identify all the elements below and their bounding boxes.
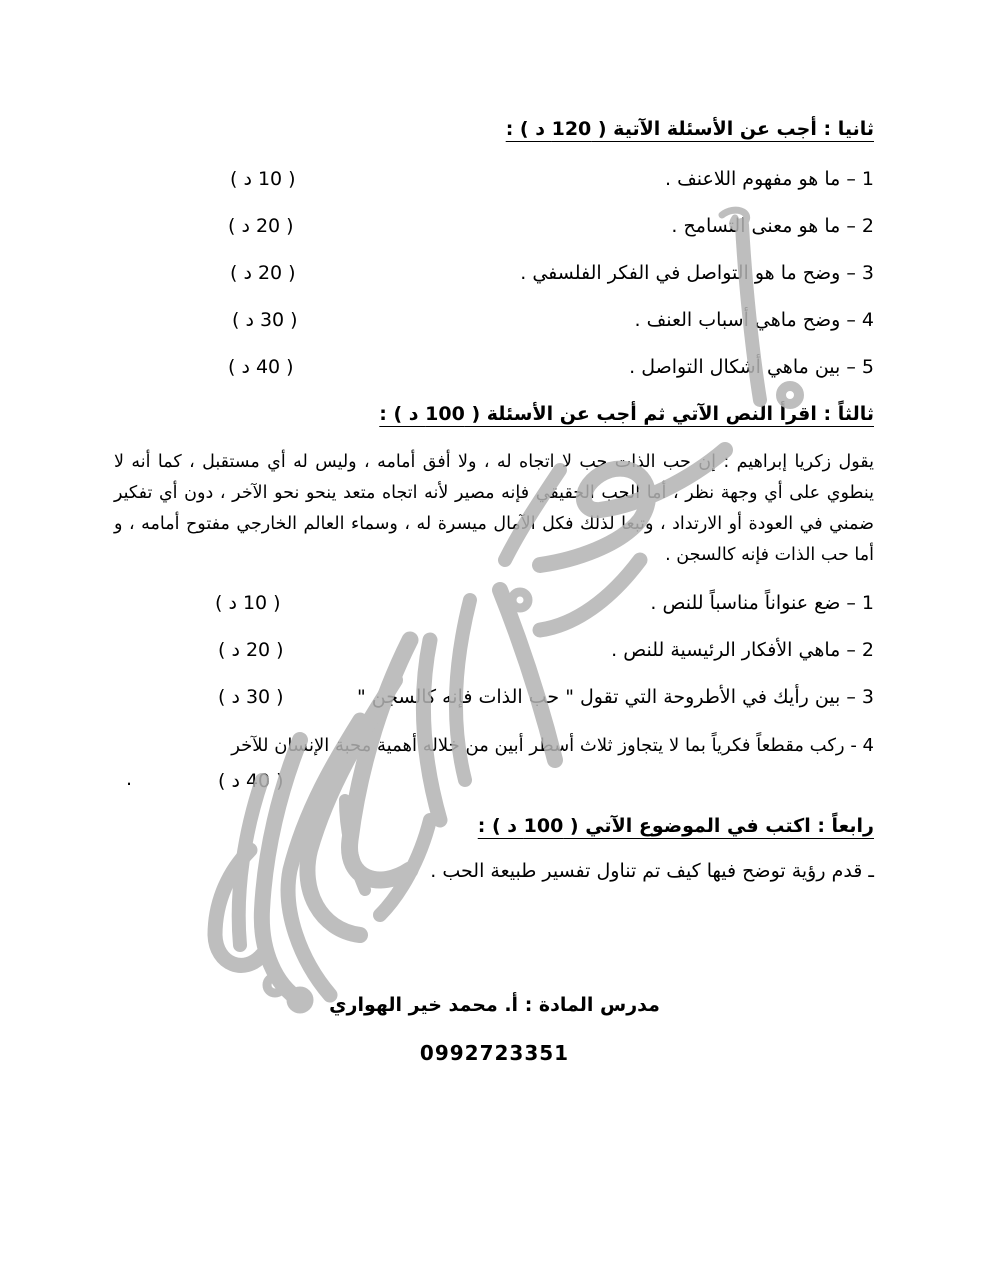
section3-mark-4: ( 40 د ): [218, 770, 284, 792]
section2-question-4: 4 – وضح ماهي أسباب العنف .: [634, 309, 874, 331]
section2-mark-1: ( 10 د ): [230, 168, 296, 190]
section2-mark-5: ( 40 د ): [228, 356, 294, 378]
section3-question-2: 2 – ماهي الأفكار الرئيسية للنص .: [611, 639, 874, 661]
teacher-signature: مدرس المادة : أ. محمد خير الهواري: [329, 994, 660, 1016]
phone-number: 0992723351: [419, 1041, 570, 1065]
section2-question-3: 3 – وضح ما هو التواصل في الفكر الفلسفي .: [520, 262, 874, 284]
section3-mark-2: ( 20 د ): [218, 639, 284, 661]
section4-heading: رابعاً : اكتب في الموضوع الآتي ( 100 د ) :: [477, 815, 874, 837]
section2-mark-4: ( 30 د ): [232, 309, 298, 331]
section3-mark-3: ( 30 د ): [218, 686, 284, 708]
section3-heading: ثالثاً : اقرأ النص الآتي ثم أجب عن الأسئلة ( 100 د ) :: [379, 403, 874, 425]
section3-passage: يقول زكريا إبراهيم : إن حب الذات حب لا اتجاه له ، ولا أفق أمامه ، وليس له أي مستقبل ، كما أنه لا ينطوي على أي وجهة نظر ، أما الحب الحقيقي فإنه مصير لأنه اتجاه متعد ينحو نحو الآخر ، دون أي تفكير ضمني في العودة أو الارتداد ، وتبعا لذلك فكل الآمال ميسرة له ، وسماء العالم الخارجي مفتوح أمامه ، و أما حب الذات فإنه كالسجن .: [114, 452, 874, 565]
section3-mark-1: ( 10 د ): [215, 592, 281, 614]
section2-heading: ثانيا : أجب عن الأسئلة الآتية ( 120 د ) :: [505, 118, 874, 140]
section2-question-1: 1 – ما هو مفهوم اللاعنف .: [665, 168, 874, 190]
section3-question-3: 3 – بين رأيك في الأطروحة التي تقول " حب الذات فإنه كالسجن ": [357, 686, 874, 708]
section3-question-4: 4 - ركب مقطعاً فكرياً بما لا يتجاوز ثلاث أسطر أبين من خلاله أهمية محبة الإنسان للآخر: [231, 735, 874, 756]
section2-question-2: 2 – ما هو معنى التسامح .: [671, 215, 874, 237]
section4-task: ـ قدم رؤية توضح فيها كيف تم تناول تفسير طبيعة الحب .: [430, 860, 874, 882]
section2-mark-2: ( 20 د ): [228, 215, 294, 237]
section2-mark-3: ( 20 د ): [230, 262, 296, 284]
section2-question-5: 5 – بين ماهي أشكال التواصل .: [629, 356, 874, 378]
section3-question-1: 1 – ضع عنواناً مناسباً للنص .: [650, 592, 874, 614]
section3-question-4-continuation: .: [125, 768, 132, 790]
